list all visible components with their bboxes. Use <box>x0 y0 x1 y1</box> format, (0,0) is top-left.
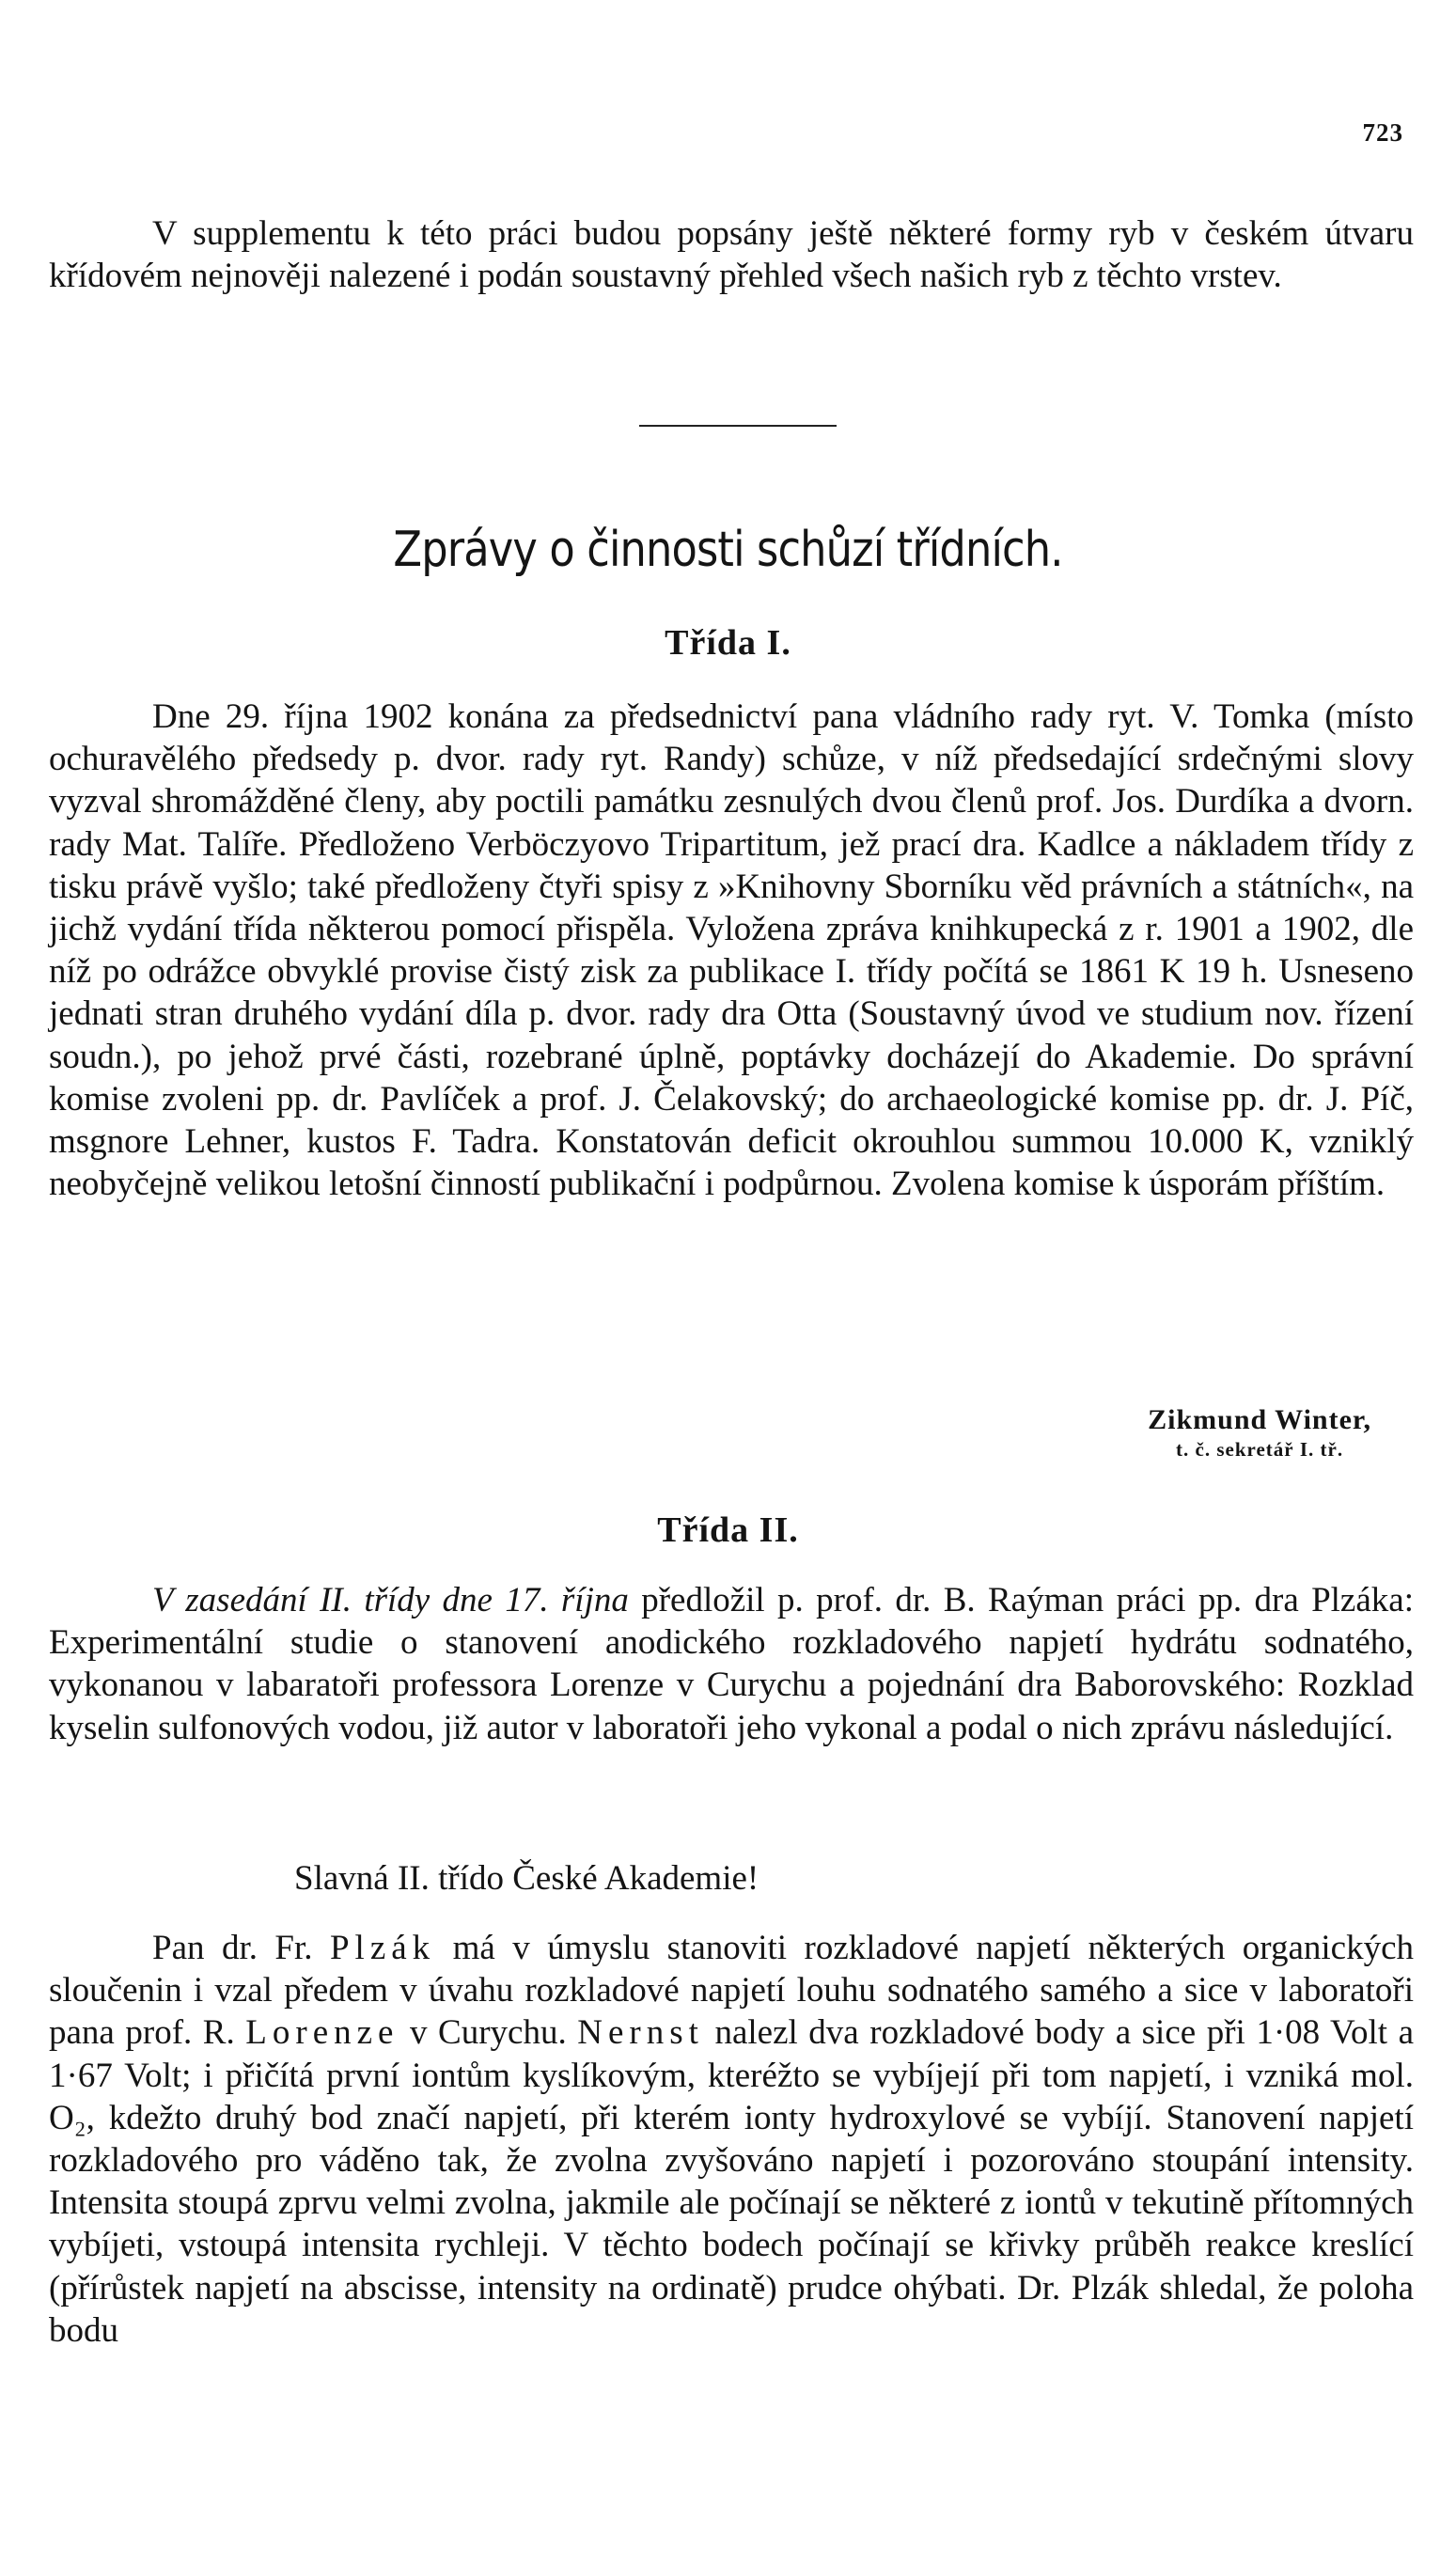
class2-report-block <box>49 1927 1414 2352</box>
section-divider <box>639 425 837 427</box>
salutation: Slavná II. třído České Akademie! <box>294 1859 759 1898</box>
class2-report-paragraph <box>49 1927 1414 2352</box>
class2-paragraph-rest: předložil p. prof. dr. B. Raýman práci pp. dra Plzáka: Experimentální studie o stanovení anodického rozkladového napjetí hydrátu sodnatého, vykonanou v labaratoři professora Lorenze v Curychu a pojednání dra Baborovského: Rozklad kyselin sulfonových vodou, již autor v laboratoři jeho vykonal a podal o nich zprávu následující. <box>49 1581 1414 1747</box>
class2-paragraph-block <box>49 1579 1414 1749</box>
report-rest: nalezl dva rozkladové body a sice při 1·08 Volt a 1·67 Volt; i přičítá první iontům kyslíkovým, kteréžto se vybíjejí při tom napjetí, i vzniká mol. O₂, kdežto druhý bod značí napjetí, při kterém ionty hydroxylové se vybíjí. Stanovení napjetí rozkladového pro váděno tak, že zvolna zvyšováno napjetí i pozorováno stoupání intensity. Intensita stoupá zprvu velmi zvolna, jakmile ale počínají se některé z iontů v tekutině přítomných vybíjeti, vstoupá intensita rychleji. V těchto bodech počínají se křivky průběh reakce kreslící (přírůstek napjetí na abscisse, intensity na ordinatě) prudce ohýbati. Dr. Plzák shledal, že poloha bodu <box>49 2013 1414 2350</box>
class2-lead-italic: V zasedání II. třídy dne 17. října <box>152 1581 629 1619</box>
signature-role: t. č. sekretář I. tř. <box>1176 1438 1344 1461</box>
intro-paragraph: V supplementu k této práci budou popsány ještě některé formy ryb v českém útvaru křídovém nejnověji nalezené i podán soustavný přehled všech našich ryb z těchto vrstev. <box>49 214 1414 296</box>
report-name-lorenz: Lorenze <box>245 2013 399 2053</box>
class2-paragraph <box>49 1579 1414 1749</box>
class2-heading: Třída II. <box>657 1510 799 1550</box>
main-heading: Zprávy o činnosti schůzí třídních. <box>393 522 1063 578</box>
report-mid2: v Curychu. <box>399 2013 578 2053</box>
class1-signature <box>1148 1404 1371 1462</box>
report-name-plzak: Plzák <box>329 1929 436 1967</box>
intro-paragraph-block <box>49 212 1414 297</box>
report-mid1: má v úmyslu stanoviti rozkladové napjetí některých organických sloučenin i vzal předem v úvahu rozkladové napjetí louhu sodnatého samého a sice v laboratoři pana prof. R. <box>49 1929 1414 2053</box>
page-number: 723 <box>1362 118 1403 147</box>
class1-paragraph: Dne 29. října 1902 konána za předsednictví pana vládního rady ryt. V. Tomka (místo ochuravělého předsedy p. dvor. rady ryt. Randy) schůze, v níž předsedající srdečnými slovy vyzval shromážděné členy, aby poctili památku zesnulých dvou členů prof. Jos. Durdíka a dvorn. rady Mat. Talíře. Předloženo Verböczyovo Tripartitum, jež prací dra. Kadlce a nákladem třídy z tisku právě vyšlo; také předloženy čtyři spisy z »Knihovny Sborníku věd právních a státních«, na jichž vydání třída některou pomocí přispěla. Vyložena zpráva knihkupecká z r. 1901 a 1902, dle níž po odrážce obvyklé provise čistý zisk za publikace I. třídy počítá se 1861 K 19 h. Usneseno jednati stran druhého vydání díla p. dvor. rady dra Otta (Soustavný úvod ve studium nov. řízení soudn.), po jehož prvé části, rozebrané úplně, poptávky docházejí do Akademie. Do správní komise zvoleni pp. dr. Pavlíček a prof. J. Čelakovský; do archaeologické komise pp. dr. J. Píč, msgnore Lehner, kustos F. Tadra. Konstatován deficit okrouhlou summou 10.000 K, vzniklý neobyčejně velikou letošní činností publikační i podpůrnou. Zvolena komise k úsporám příštím. <box>49 697 1414 1204</box>
class1-heading: Třída I. <box>665 623 791 663</box>
report-start: Pan dr. Fr. <box>152 1929 330 1967</box>
report-name-nernst: Nernst <box>577 2013 704 2053</box>
signature-name: Zikmund Winter, <box>1148 1404 1371 1435</box>
class1-paragraph-block <box>49 696 1414 1205</box>
